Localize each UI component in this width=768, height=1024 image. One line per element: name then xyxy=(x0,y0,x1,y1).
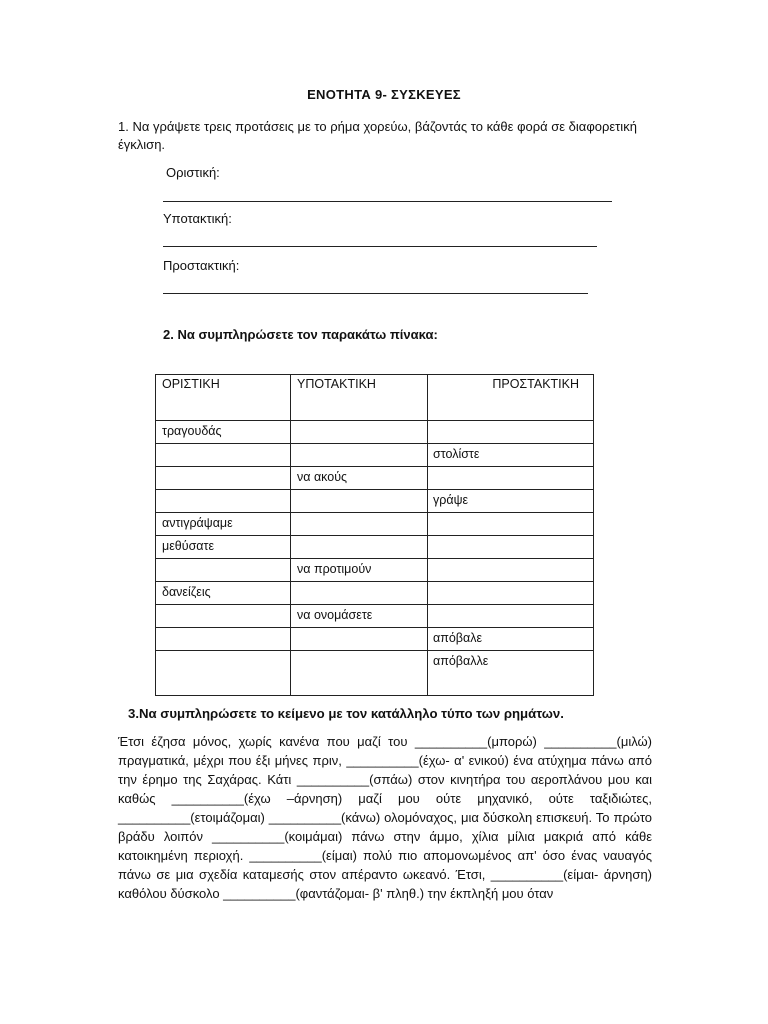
table-cell[interactable] xyxy=(428,513,594,536)
table-row xyxy=(156,490,594,513)
table-row xyxy=(156,559,594,582)
column-header-ypotaktiki: ΥΠΟΤΑΚΤΙΚΗ xyxy=(291,375,428,421)
table-row xyxy=(156,444,594,467)
table-cell[interactable] xyxy=(291,651,428,696)
table-row xyxy=(156,536,594,559)
answer-line-ypotaktiki xyxy=(163,246,597,247)
table-cell[interactable]: στολίστε xyxy=(428,444,594,467)
table-row xyxy=(156,467,594,490)
label-oristiki: Οριστική: xyxy=(166,165,220,180)
table-cell[interactable] xyxy=(291,536,428,559)
table-row xyxy=(156,605,594,628)
column-header-oristiki: ΟΡΙΣΤΙΚΗ xyxy=(156,375,291,421)
table-cell[interactable]: να ονομάσετε xyxy=(291,605,428,628)
table-row xyxy=(156,513,594,536)
table-cell[interactable] xyxy=(428,605,594,628)
table-cell[interactable] xyxy=(156,559,291,582)
exercise-2-heading: 2. Να συμπληρώσετε τον παρακάτω πίνακα: xyxy=(163,327,438,342)
table-cell[interactable]: τραγουδάς xyxy=(156,421,291,444)
table-row xyxy=(156,582,594,605)
table-cell[interactable]: γράψε xyxy=(428,490,594,513)
table-header-row xyxy=(156,375,594,421)
table-cell[interactable] xyxy=(156,651,291,696)
table-cell[interactable] xyxy=(156,467,291,490)
table-cell[interactable]: δανείζεις xyxy=(156,582,291,605)
verb-mood-table xyxy=(155,374,594,696)
fill-in-paragraph: Έτσι έζησα μόνος, χωρίς κανένα που μαζί του __________(μπορώ) __________(μιλώ) πραγματικά, μέχρι που έξι μήνες πριν, __________(έχω- α' ενικού) ένα ατύχημα πάνω από την έρημο της Σαχάρας. Κάτι __________(σπάω) στον κινητήρα του αεροπλάνου μου και καθώς __________(έχω –άρνηση) μαζί μου ούτε μηχανικό, ούτε ταξιδιώτες, __________(ετοιμάζομαι) __________(κάνω) ολομόναχος, μια δύσκολη επισκευή. Το πρώτο βράδυ λοιπόν __________(κοιμάμαι) πάνω στην άμμο, χίλια μίλια μακριά από κάθε κατοικημένη περιοχή. __________(είμαι) πολύ πιο απομονωμένος απ' όσο ένας ναυαγός πάνω σε μια σχεδία καταμεσής στον απέραντο ωκεανό. Έτσι, __________(είμαι- άρνηση) καθόλου δύσκολο __________(φαντάζομαι- β' πληθ.) την έκπληξή μου όταν xyxy=(118,734,652,901)
table-cell[interactable]: να προτιμούν xyxy=(291,559,428,582)
label-ypotaktiki: Υποτακτική: xyxy=(163,211,232,226)
table-cell[interactable]: να ακούς xyxy=(291,467,428,490)
table-cell[interactable]: απόβαλλε xyxy=(428,651,594,696)
answer-line-oristiki xyxy=(163,201,612,202)
label-prostaktiki: Προστακτική: xyxy=(163,258,240,273)
table-cell[interactable] xyxy=(291,628,428,651)
table-cell[interactable]: απόβαλε xyxy=(428,628,594,651)
table-row xyxy=(156,421,594,444)
answer-line-prostaktiki xyxy=(163,293,588,294)
table-cell[interactable] xyxy=(156,605,291,628)
column-header-prostaktiki: ΠΡΟΣΤΑΚΤΙΚΗ xyxy=(428,375,594,421)
table-cell[interactable] xyxy=(291,490,428,513)
table-cell[interactable] xyxy=(291,444,428,467)
table-cell[interactable] xyxy=(428,582,594,605)
page-title: ΕΝΟΤΗΤΑ 9- ΣΥΣΚΕΥΕΣ xyxy=(307,87,461,102)
table-row xyxy=(156,651,594,696)
table-cell[interactable] xyxy=(156,628,291,651)
table-cell[interactable]: μεθύσατε xyxy=(156,536,291,559)
table-cell[interactable] xyxy=(156,490,291,513)
table-cell[interactable] xyxy=(291,421,428,444)
table-cell[interactable] xyxy=(428,421,594,444)
table-cell[interactable] xyxy=(428,467,594,490)
table-row xyxy=(156,628,594,651)
exercise-3-heading: 3.Να συμπληρώσετε το κείμενο με τον κατάλληλο τύπο των ρημάτων. xyxy=(128,706,564,721)
table-cell[interactable] xyxy=(428,536,594,559)
exercise-1-instruction: 1. Να γράψετε τρεις προτάσεις με το ρήμα χορεύω, βάζοντάς το κάθε φορά σε διαφορετική έγκλιση. xyxy=(118,119,637,152)
table-cell[interactable] xyxy=(156,444,291,467)
table-cell[interactable] xyxy=(291,513,428,536)
table-cell[interactable] xyxy=(428,559,594,582)
table-cell[interactable] xyxy=(291,582,428,605)
table-cell[interactable]: αντιγράψαμε xyxy=(156,513,291,536)
